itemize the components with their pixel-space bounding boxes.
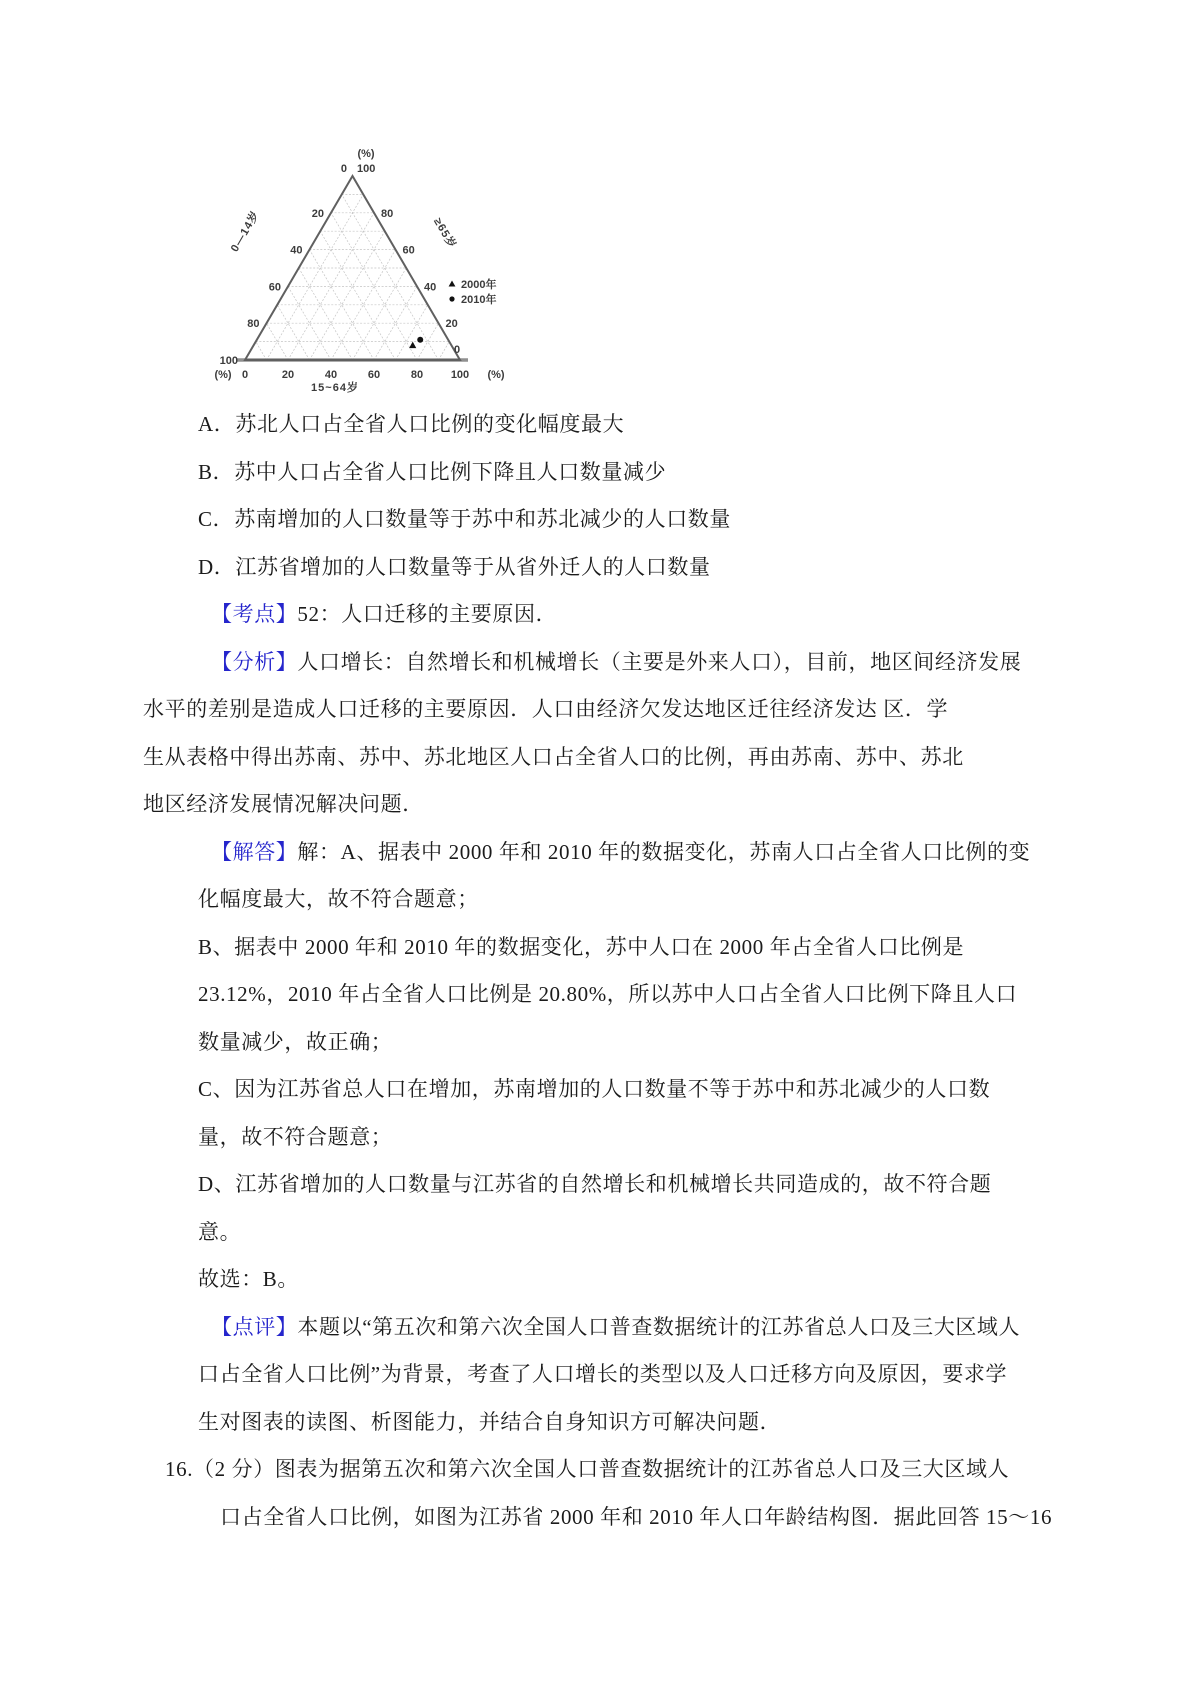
data-points [409,337,423,348]
svg-text:80: 80 [410,369,424,381]
text-run: 故选：B。 [198,1267,300,1291]
ternary-age-structure-chart [185,138,525,396]
text-run: 本题以“第五次和第六次全国人口普查数据统计的江苏省总人口及三大区域人 [297,1314,1021,1339]
svg-text:100: 100 [219,355,238,367]
text-line [198,971,1200,1019]
section-label: 【解答】 [211,839,298,864]
data-point-2000年 [409,342,416,349]
text-line [198,401,1200,449]
svg-text:2010年: 2010年 [461,294,497,306]
svg-text:80: 80 [247,318,260,331]
text-line [211,639,1200,687]
text-run: B、据表中 2000 年和 2010 年的数据变化，苏中人口在 2000 年占全省人口比例是 [198,934,965,959]
svg-text:(%): (%) [357,148,375,160]
text-run: 52：人口迁移的主要原因． [297,602,558,626]
svg-text:(%): (%) [214,369,232,381]
section-label: 【点评】 [211,1314,298,1339]
text-run: 人口增长：自然增长和机械增长（主要是外来人口），目前，地区间经济发展 [297,649,1022,674]
text-run: 口占全省人口比例，如图为江苏省 2000 年和 2010 年人口年龄结构图．据此回答 15～16 [220,1504,1053,1529]
text-line [143,781,1200,829]
svg-text:100: 100 [450,369,470,381]
svg-text:20: 20 [311,207,324,220]
text-line [198,1256,1200,1304]
text-run: 化幅度最大，故不符合题意； [198,887,479,911]
text-run: 解：A、据表中 2000 年和 2010 年的数据变化，苏南人口占全省人口比例的变 [297,839,1031,864]
ternary-grid [256,194,450,360]
text-line [211,1304,1200,1352]
text-line [198,1351,1200,1399]
text-line [143,734,1200,782]
bottom-axis-ticks [214,369,504,381]
text-line [198,449,1200,497]
legend-triangle-icon [449,281,456,287]
text-run: 口占全省人口比例”为背景，考查了人口增长的类型以及人口迁移方向及原因，要求学 [198,1362,1008,1386]
svg-text:20: 20 [281,369,295,381]
svg-text:40: 40 [424,281,437,294]
svg-text:(%): (%) [487,369,505,381]
text-line [198,1066,1200,1114]
section-label: 【分析】 [211,649,298,674]
text-run: A．苏北人口占全省人口比例的变化幅度最大 [198,412,625,436]
svg-text:15~64岁: 15~64岁 [311,382,359,394]
svg-text:60: 60 [268,281,281,294]
svg-text:0: 0 [453,344,461,356]
svg-text:40: 40 [324,369,338,381]
text-run: 生从表格中得出苏南、苏中、苏北地区人口占全省人口的比例，再由苏南、苏中、苏北 [143,744,964,769]
text-run: 意。 [198,1219,242,1244]
svg-text:80: 80 [381,207,394,220]
text-line [220,1494,1200,1542]
text-line [198,496,1200,544]
section-label: 【考点】 [211,602,298,626]
text-run: 量，故不符合题意； [198,1124,393,1149]
text-line [198,924,1200,972]
svg-text:60: 60 [402,244,415,257]
right-axis-ticks [357,163,460,356]
text-line [211,829,1200,877]
text-line [198,1399,1200,1447]
text-run: 水平的差别是造成人口迁移的主要原因．人口由经济欠发达地区迁往经济发达 区．学 [143,697,949,721]
text-run: C．苏南增加的人口数量等于苏中和苏北减少的人口数量 [198,507,732,531]
text-line [198,1209,1200,1257]
svg-text:0: 0 [340,163,347,175]
text-run: B．苏中人口占全省人口比例下降且人口数量减少 [198,459,667,484]
text-line [198,876,1200,924]
text-line [198,544,1200,592]
text-run: 地区经济发展情况解决问题． [143,792,424,816]
svg-text:60: 60 [367,369,381,381]
svg-text:≥65岁: ≥65岁 [431,216,459,251]
text-line [198,1019,1200,1067]
data-point-2010年 [417,337,423,343]
text-run: C、因为江苏省总人口在增加，苏南增加的人口数量不等于苏中和苏北减少的人口数 [198,1077,991,1101]
text-line [143,686,1200,734]
svg-text:2000年: 2000年 [461,279,497,291]
legend-dot-icon [449,296,454,301]
text-run: 数量减少，故正确； [198,1029,393,1054]
document-text [0,401,1200,1541]
text-line [198,1161,1200,1209]
svg-text:100: 100 [357,163,376,175]
svg-text:20: 20 [445,318,458,331]
ternary-edges [237,176,468,360]
svg-text:40: 40 [290,244,303,257]
text-line [198,1114,1200,1162]
text-run: 23.12%，2010 年占全省人口比例是 20.80%，所以苏中人口占全省人口比例下降且人口 [198,982,1018,1006]
text-line [165,1446,1200,1494]
text-run: D、江苏省增加的人口数量与江苏省的自然增长和机械增长共同造成的，故不符合题 [198,1172,992,1196]
text-run: 生对图表的读图、析图能力，并结合自身知识方可解决问题． [198,1409,782,1434]
text-run: D．江苏省增加的人口数量等于从省外迁人的人口数量 [198,554,711,579]
text-run: 16.（2 分）图表为据第五次和第六次全国人口普查数据统计的江苏省总人口及三大区域人 [165,1457,1010,1481]
text-line [211,591,1200,639]
left-axis-ticks [220,148,375,367]
svg-text:0: 0 [241,369,249,381]
svg-text:0—14岁: 0—14岁 [228,208,262,255]
chart-legend [449,277,497,306]
